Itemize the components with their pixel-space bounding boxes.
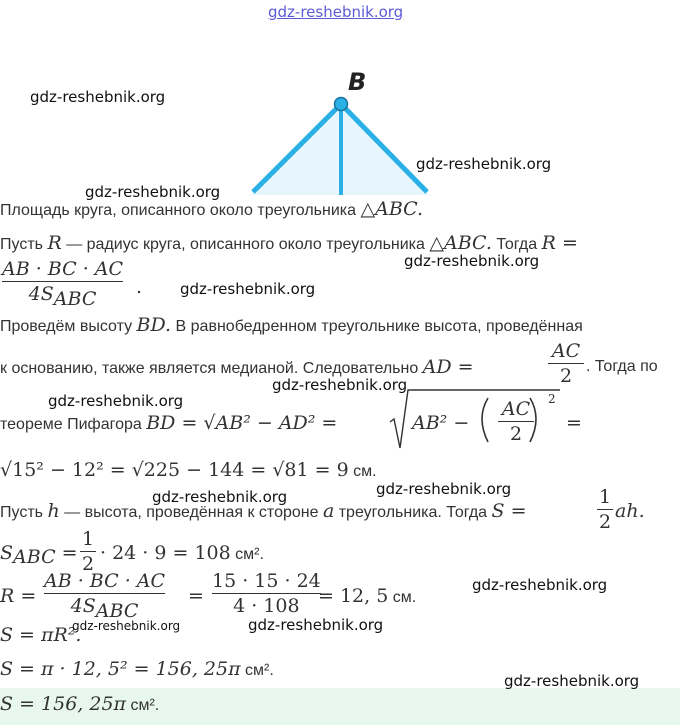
fraction-r-formula xyxy=(2,258,123,310)
fraction-ac-half-2 xyxy=(498,398,534,445)
math: a xyxy=(322,500,335,522)
watermark: gdz-reshebnik.org xyxy=(152,488,288,506)
line-6 xyxy=(0,412,337,434)
watermark: gdz-reshebnik.org xyxy=(416,155,552,173)
watermark: gdz-reshebnik.org xyxy=(72,619,181,633)
fraction-bar xyxy=(498,421,534,422)
math: ah. xyxy=(615,500,645,522)
math: h xyxy=(47,500,60,522)
watermark: gdz-reshebnik.org xyxy=(30,88,166,106)
watermark: gdz-reshebnik.org xyxy=(404,252,540,270)
watermark: gdz-reshebnik.org xyxy=(376,480,512,498)
period: . xyxy=(136,276,143,298)
watermark: gdz-reshebnik.org xyxy=(472,576,608,594)
fraction-half-2 xyxy=(80,528,96,575)
fraction-bar xyxy=(2,281,123,282)
text: Пусть xyxy=(0,504,48,521)
fraction-half xyxy=(597,486,613,533)
unit: см. xyxy=(388,589,417,606)
math: S = xyxy=(491,500,527,522)
line-10-rest xyxy=(318,585,416,607)
denominator-sub: ABC xyxy=(53,287,97,310)
text: — высота, проведённая к стороне xyxy=(59,504,323,521)
fraction-bar xyxy=(212,593,321,594)
line-11 xyxy=(0,624,81,646)
vertex-b-dot xyxy=(335,98,348,111)
math: R = xyxy=(541,232,578,254)
numerator: AC xyxy=(551,340,581,362)
line-9 xyxy=(0,542,78,568)
line-1 xyxy=(0,198,423,220)
math: △ABC. xyxy=(429,232,492,254)
equals: = xyxy=(566,412,582,434)
math: S = πR². xyxy=(0,624,82,646)
line-2 xyxy=(0,232,578,254)
line-5 xyxy=(0,356,474,378)
unit: см². xyxy=(230,546,264,563)
line-5-end xyxy=(586,358,658,376)
unit: см. xyxy=(348,463,377,480)
math: S xyxy=(0,542,14,564)
denominator-sub: ABC xyxy=(95,599,139,622)
math: S = 156, 25π xyxy=(0,693,127,715)
watermark-top: gdz-reshebnik.org xyxy=(268,3,404,21)
answer-line xyxy=(0,693,159,715)
exponent-2: 2 xyxy=(548,392,556,406)
denominator: 4S xyxy=(28,283,54,305)
text: Проведём высоту xyxy=(0,318,137,335)
equals: = xyxy=(55,542,78,564)
text: . Тогда по xyxy=(586,358,658,375)
fraction-bar xyxy=(80,551,96,552)
math: BD. xyxy=(136,314,172,336)
line-12 xyxy=(0,658,274,680)
math: R xyxy=(47,232,62,254)
numerator: 1 xyxy=(598,486,612,508)
math: AD = xyxy=(422,356,474,378)
math: △ABC. xyxy=(360,198,424,220)
line-4 xyxy=(0,314,583,336)
watermark: gdz-reshebnik.org xyxy=(272,376,408,394)
triangle-figure xyxy=(240,60,460,195)
vertex-b-label: B xyxy=(348,68,367,96)
line-7 xyxy=(0,459,377,481)
denominator: 4S xyxy=(70,595,96,617)
line-9-rest xyxy=(100,542,264,564)
denominator: 2 xyxy=(509,423,523,445)
text: треугольника. Тогда xyxy=(334,504,492,521)
math: √15² − 12² = √225 − 144 = √81 = 9 xyxy=(0,459,349,481)
fraction-bar xyxy=(548,363,584,364)
text: Площадь круга, описанного около треугольника xyxy=(0,202,361,219)
unit: см². xyxy=(126,697,160,714)
numerator: AB · BC · AC xyxy=(44,570,166,592)
numerator: AC xyxy=(501,398,531,420)
watermark: gdz-reshebnik.org xyxy=(85,183,221,201)
fraction-ac-half xyxy=(548,340,584,387)
denominator: 2 xyxy=(598,511,612,533)
fraction-bar xyxy=(44,593,165,594)
radicand: AB² − xyxy=(412,412,470,434)
watermark: gdz-reshebnik.org xyxy=(248,616,384,634)
equals: = xyxy=(188,585,204,607)
math: = 12, 5 xyxy=(318,585,389,607)
fraction-numeric xyxy=(212,570,321,617)
text: теореме Пифагора xyxy=(0,416,147,433)
denominator: 4 · 108 xyxy=(233,595,300,617)
watermark: gdz-reshebnik.org xyxy=(48,392,184,410)
denominator: 2 xyxy=(559,365,573,387)
watermark: gdz-reshebnik.org xyxy=(180,280,316,298)
numerator: AB · BC · AC xyxy=(2,258,124,280)
numerator: 15 · 15 · 24 xyxy=(212,570,321,592)
denominator: 2 xyxy=(81,553,95,575)
watermark: gdz-reshebnik.org xyxy=(504,672,640,690)
math-sub: ABC xyxy=(13,546,56,569)
text: Тогда xyxy=(491,236,542,253)
unit: см². xyxy=(240,662,274,679)
text: Пусть xyxy=(0,236,48,253)
fraction-bar xyxy=(597,509,613,510)
math: BD = √AB² − AD² = xyxy=(146,412,338,434)
text: — радиус круга, описанного около треугольника xyxy=(61,236,430,253)
numerator: 1 xyxy=(81,528,95,550)
fraction-r-formula-2 xyxy=(44,570,165,622)
text: к основанию, также является медианой. Следовательно xyxy=(0,360,423,377)
line-10 xyxy=(0,585,36,607)
math: R = xyxy=(0,585,37,607)
math: S = π · 12, 5² = 156, 25π xyxy=(0,658,241,680)
math: · 24 · 9 = 108 xyxy=(100,542,231,564)
text: В равнобедренном треугольнике высота, проведённая xyxy=(171,318,583,335)
